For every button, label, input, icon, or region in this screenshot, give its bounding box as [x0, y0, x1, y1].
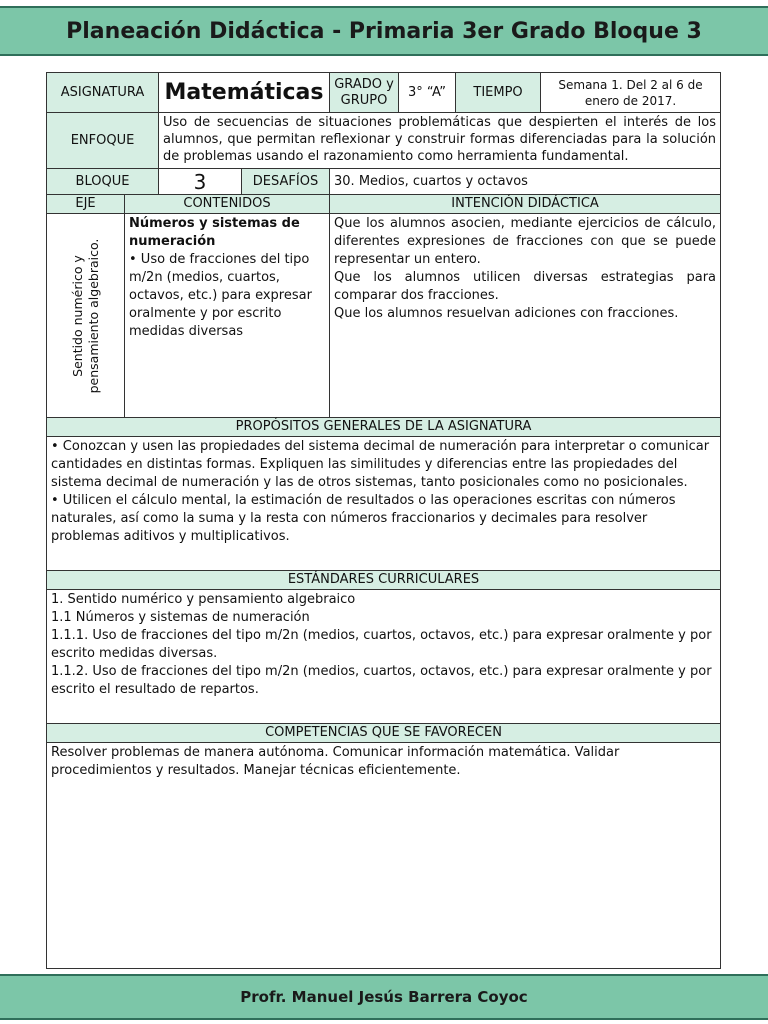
estandares-cell — [47, 590, 721, 724]
desafios-value: 30. Medios, cuartos y octavos — [330, 169, 721, 195]
estandares-line-2: 1.1 Números y sistemas de numeración — [51, 610, 310, 625]
estandares-header: ESTÁNDARES CURRICULARES — [47, 571, 721, 590]
asignatura-value: Matemáticas — [159, 73, 330, 113]
contenidos-header: CONTENIDOS — [125, 195, 330, 214]
bloque-value: 3 — [159, 169, 242, 195]
footer-author: Profr. Manuel Jesús Barrera Coyoc — [240, 988, 528, 1006]
bloque-label: BLOQUE — [47, 169, 159, 195]
eje-cell — [47, 214, 125, 418]
page-title-banner — [0, 6, 768, 56]
intencion-3: Que los alumnos resuelvan adiciones con fracciones. — [334, 306, 679, 321]
grado-label: GRADO y GRUPO — [330, 73, 399, 113]
competencias-header: COMPETENCIAS QUE SE FAVORECEN — [47, 724, 721, 743]
tiempo-value: Semana 1. Del 2 al 6 de enero de 2017. — [541, 73, 721, 113]
intencion-1: Que los alumnos asocien, mediante ejercicios de cálculo, diferentes expresiones de fracciones con que se puede representar un entero. — [334, 216, 717, 267]
estandares-line-1: 1. Sentido numérico y pensamiento algebraico — [51, 592, 356, 607]
enfoque-label: ENFOQUE — [47, 113, 159, 169]
contenidos-item: • Uso de fracciones del tipo m/2n (medios, cuartos, octavos, etc.) para expresar oralmente y por escrito medidas diversas — [129, 252, 312, 339]
footer-banner — [0, 974, 768, 1020]
contenidos-cell — [125, 214, 330, 418]
propositos-item-1: • Conozcan y usen las propiedades del sistema decimal de numeración para interpretar o comunicar cantidades en distintas formas. Expliquen las similitudes y diferencias entre las propiedades del sistema decimal de numeración y las de otros sistemas, tanto posicionales como no posicionales. — [51, 439, 710, 490]
competencias-text: Resolver problemas de manera autónoma. Comunicar información matemática. Validar procedimientos y resultados. Manejar técnicas eficientemente. — [47, 743, 721, 969]
propositos-item-2: • Utilicen el cálculo mental, la estimación de resultados o las operaciones escritas con números naturales, así como la suma y la resta con números fraccionarios y decimales para resolver problemas aditivos y multiplicativos. — [51, 493, 676, 544]
propositos-cell — [47, 437, 721, 571]
tiempo-label: TIEMPO — [456, 73, 541, 113]
plan-table — [46, 72, 721, 969]
eje-text: Sentido numérico y pensamiento algebraico. — [69, 238, 101, 393]
asignatura-label: ASIGNATURA — [47, 73, 159, 113]
eje-header: EJE — [47, 195, 125, 214]
contenidos-title: Números y sistemas de numeración — [129, 216, 300, 249]
intencion-header: INTENCIÓN DIDÁCTICA — [330, 195, 721, 214]
estandares-line-4: 1.1.2. Uso de fracciones del tipo m/2n (medios, cuartos, octavos, etc.) para expresar oralmente y por escrito el resultado de repartos. — [51, 664, 712, 697]
enfoque-text: Uso de secuencias de situaciones problemáticas que despierten el interés de los alumnos, que permitan reflexionar y construir formas diferenciadas para la solución de problemas usando el razonamiento como herramienta fundamental. — [159, 113, 721, 169]
intencion-cell — [330, 214, 721, 418]
desafios-label: DESAFÍOS — [242, 169, 330, 195]
grado-value: 3° “A” — [399, 73, 456, 113]
page-title: Planeación Didáctica - Primaria 3er Grado Bloque 3 — [66, 18, 702, 44]
propositos-header: PROPÓSITOS GENERALES DE LA ASIGNATURA — [47, 418, 721, 437]
estandares-line-3: 1.1.1. Uso de fracciones del tipo m/2n (medios, cuartos, octavos, etc.) para expresar oralmente y por escrito medidas diversas. — [51, 628, 712, 661]
intencion-2: Que los alumnos utilicen diversas estrategias para comparar dos fracciones. — [334, 270, 717, 303]
